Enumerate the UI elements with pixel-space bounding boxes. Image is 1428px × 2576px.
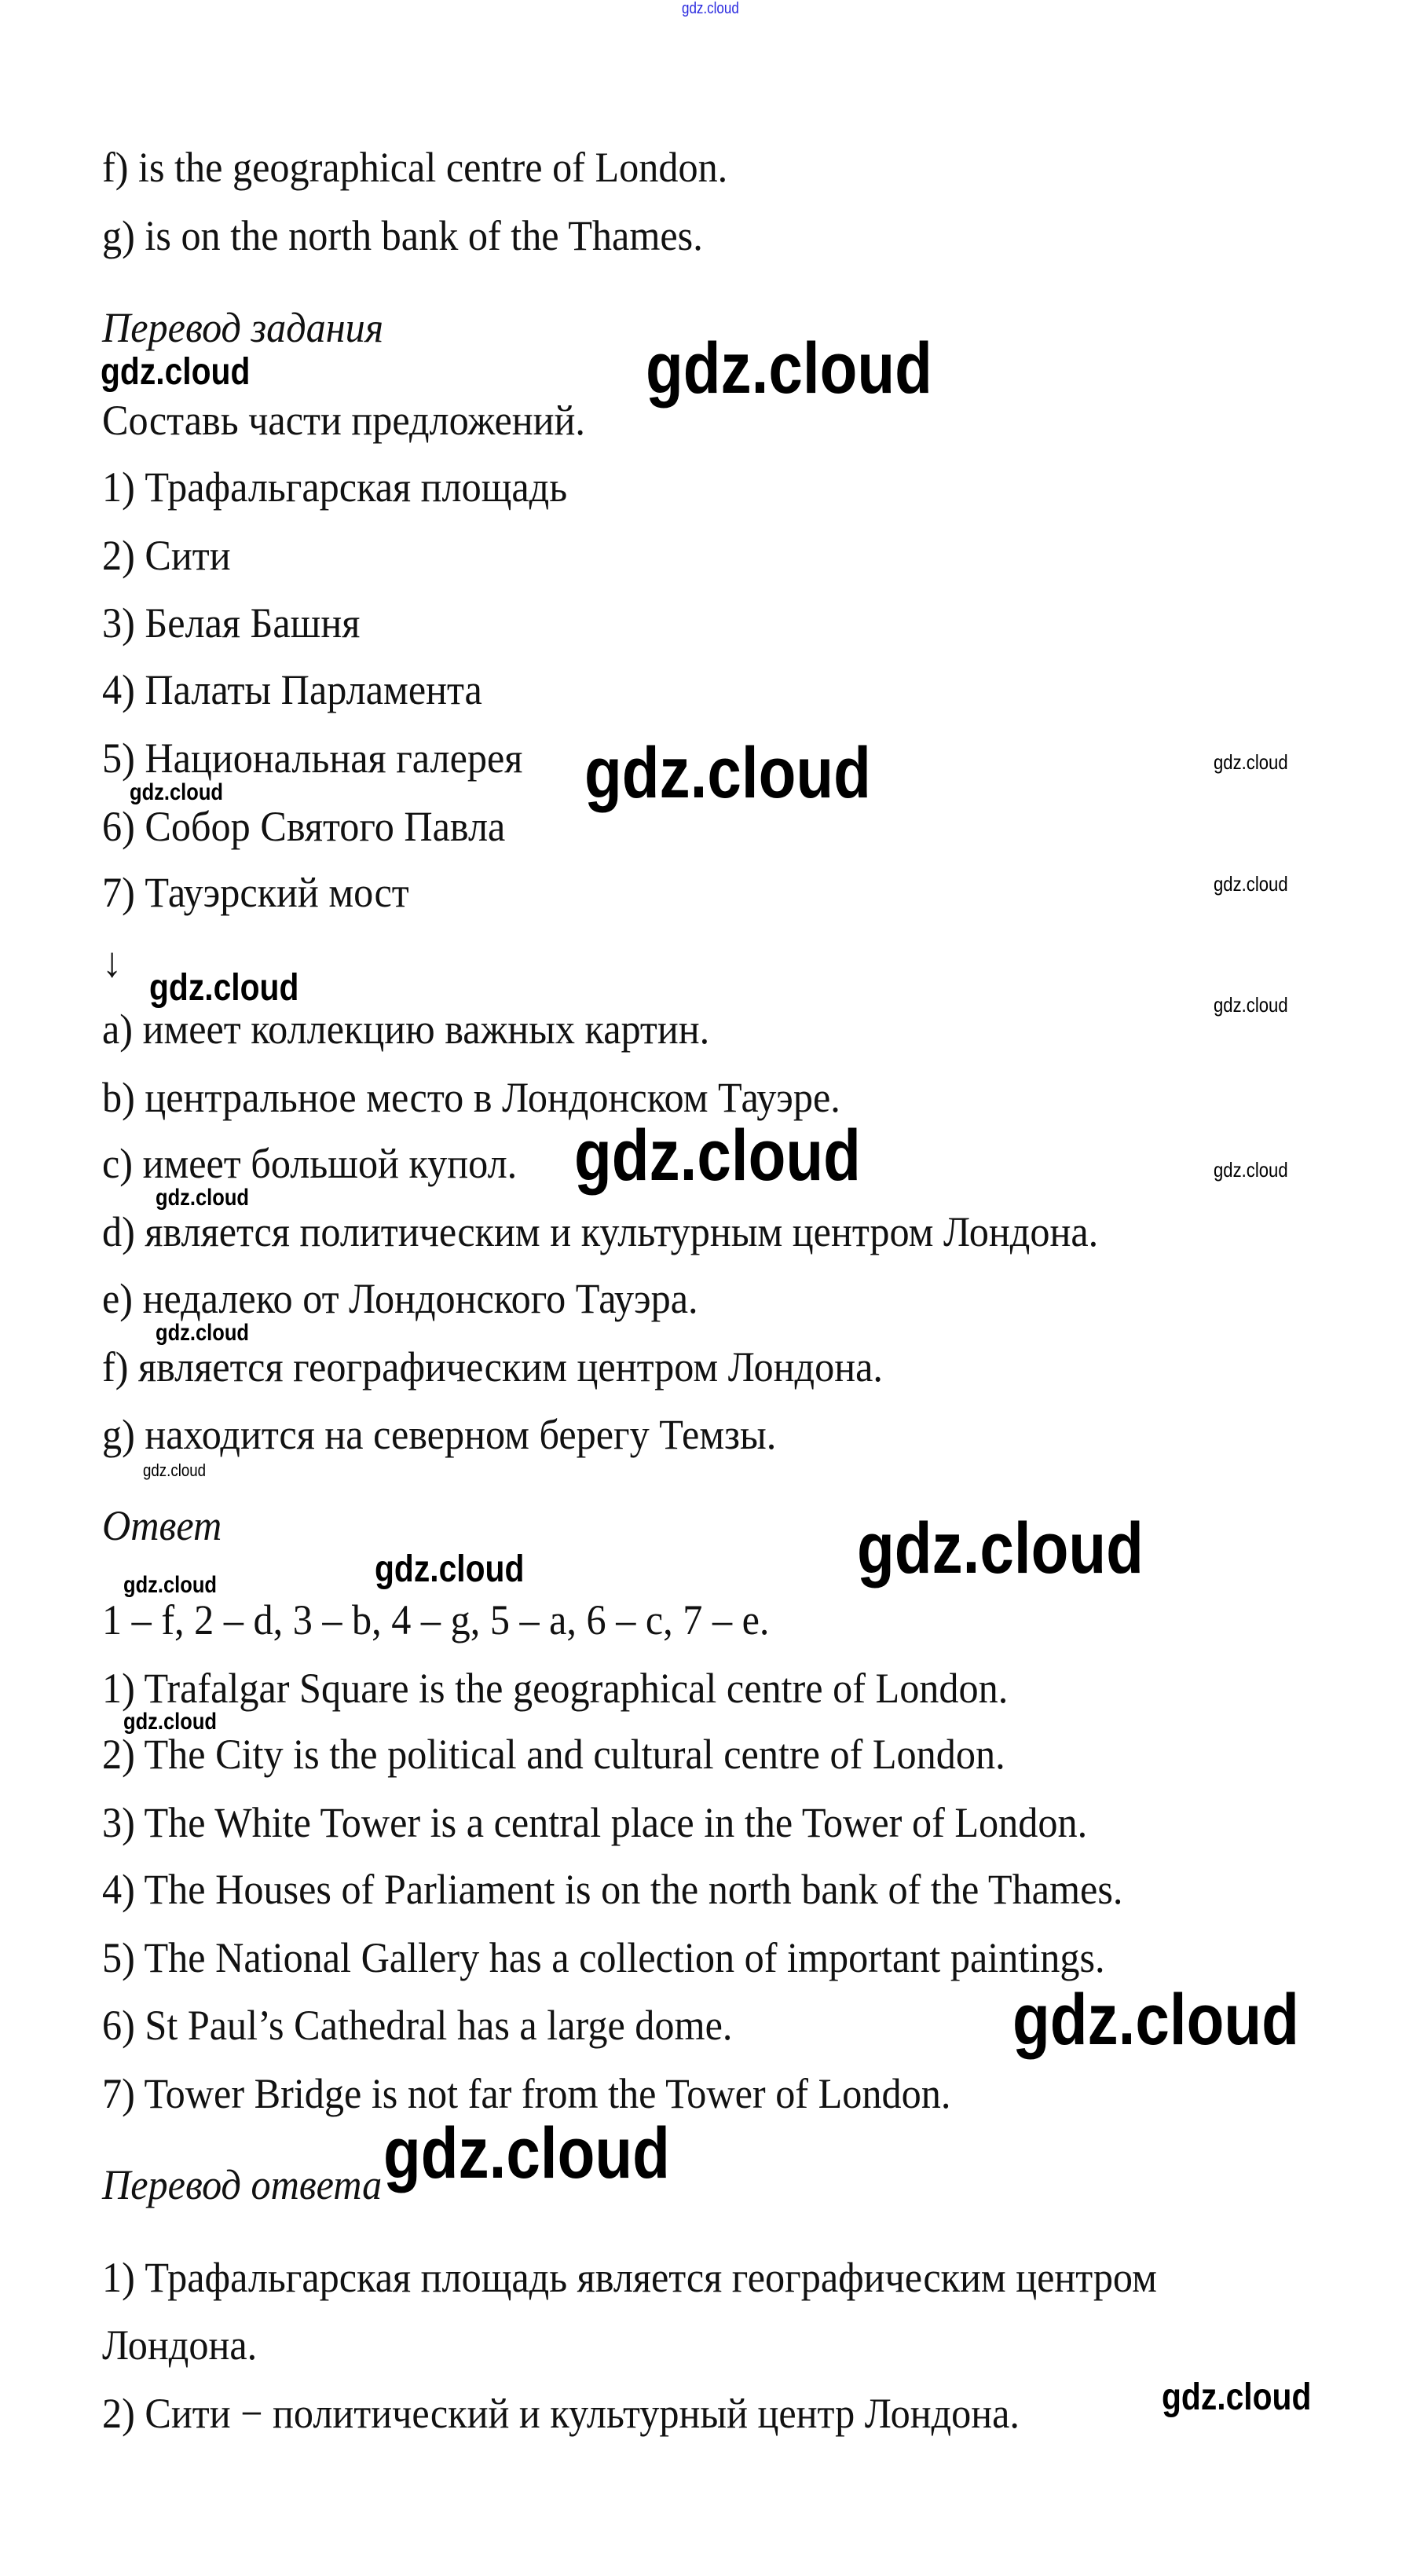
answer-translation-line: 2) Сити − политический и культурный центр Лондона.: [102, 2390, 1020, 2437]
task-item: 4) Палаты Парламента: [102, 666, 482, 713]
watermark: gdz.cloud: [646, 328, 932, 409]
watermark: gdz.cloud: [574, 1116, 861, 1196]
exercise-line-g: g) is on the north bank of the Thames.: [102, 212, 703, 259]
watermark: gdz.cloud: [375, 1548, 525, 1590]
watermark: gdz.cloud: [1214, 1158, 1288, 1182]
answer-sentence: 6) St Paul’s Cathedral has a large dome.: [102, 2002, 733, 2049]
task-ending: g) находится на северном берегу Темзы.: [102, 1411, 777, 1458]
watermark: gdz.cloud: [1214, 993, 1288, 1017]
watermark: gdz.cloud: [156, 1185, 249, 1211]
task-item: 3) Белая Башня: [102, 599, 361, 647]
watermark: gdz.cloud: [584, 733, 871, 813]
task-translation-heading: Перевод задания: [102, 304, 384, 351]
watermark: gdz.cloud: [1012, 1980, 1299, 2060]
exercise-line-f: f) is the geographical centre of London.: [102, 144, 728, 191]
task-item: 7) Тауэрский мост: [102, 869, 409, 916]
answer-sentence: 2) The City is the political and cultural centre of London.: [102, 1731, 1005, 1778]
answer-sentence: 1) Trafalgar Square is the geographical centre of London.: [102, 1665, 1009, 1712]
answer-sentence: 5) The National Gallery has a collection of important paintings.: [102, 1934, 1105, 1981]
watermark: gdz.cloud: [149, 967, 299, 1009]
task-instruction: Составь части предложений.: [102, 397, 585, 444]
task-item: 2) Сити: [102, 532, 231, 579]
task-ending: e) недалеко от Лондонского Тауэра.: [102, 1275, 698, 1322]
watermark: gdz.cloud: [143, 1460, 207, 1480]
watermark: gdz.cloud: [130, 779, 223, 805]
answer-translation-line: Лондона.: [102, 2321, 258, 2369]
task-ending: b) центральное место в Лондонском Тауэре.: [102, 1074, 840, 1121]
watermark: gdz.cloud: [101, 351, 251, 393]
answer-translation-line: 1) Трафальгарская площадь является географическим центром: [102, 2254, 1157, 2301]
watermark: gdz.cloud: [123, 1709, 217, 1735]
answer-key: 1 – f, 2 – d, 3 – b, 4 – g, 5 – a, 6 – c, 7 – e.: [102, 1596, 770, 1643]
task-item: 6) Собор Святого Павла: [102, 803, 506, 850]
task-ending: f) является географическим центром Лондона.: [102, 1343, 883, 1391]
watermark: gdz.cloud: [383, 2113, 670, 2193]
top-watermark-link[interactable]: gdz.cloud: [682, 0, 739, 17]
watermark: gdz.cloud: [123, 1572, 217, 1598]
task-ending: d) является политическим и культурным центром Лондона.: [102, 1208, 1099, 1255]
task-item: 5) Национальная галерея: [102, 735, 523, 782]
answer-heading: Ответ: [102, 1502, 222, 1549]
down-arrow-icon: ↓: [102, 939, 123, 986]
answer-sentence: 7) Tower Bridge is not far from the Tower of London.: [102, 2070, 951, 2117]
watermark: gdz.cloud: [1214, 750, 1288, 774]
answer-translation-heading: Перевод ответа: [102, 2161, 383, 2208]
watermark: gdz.cloud: [1162, 2376, 1312, 2418]
answer-sentence: 4) The Houses of Parliament is on the north bank of the Thames.: [102, 1866, 1123, 1913]
task-item: 1) Трафальгарская площадь: [102, 464, 568, 511]
watermark: gdz.cloud: [1214, 872, 1288, 896]
task-ending: c) имеет большой купол.: [102, 1140, 518, 1187]
task-ending: a) имеет коллекцию важных картин.: [102, 1006, 710, 1053]
watermark: gdz.cloud: [156, 1320, 249, 1346]
watermark: gdz.cloud: [857, 1508, 1144, 1588]
answer-sentence: 3) The White Tower is a central place in the Tower of London.: [102, 1799, 1088, 1846]
